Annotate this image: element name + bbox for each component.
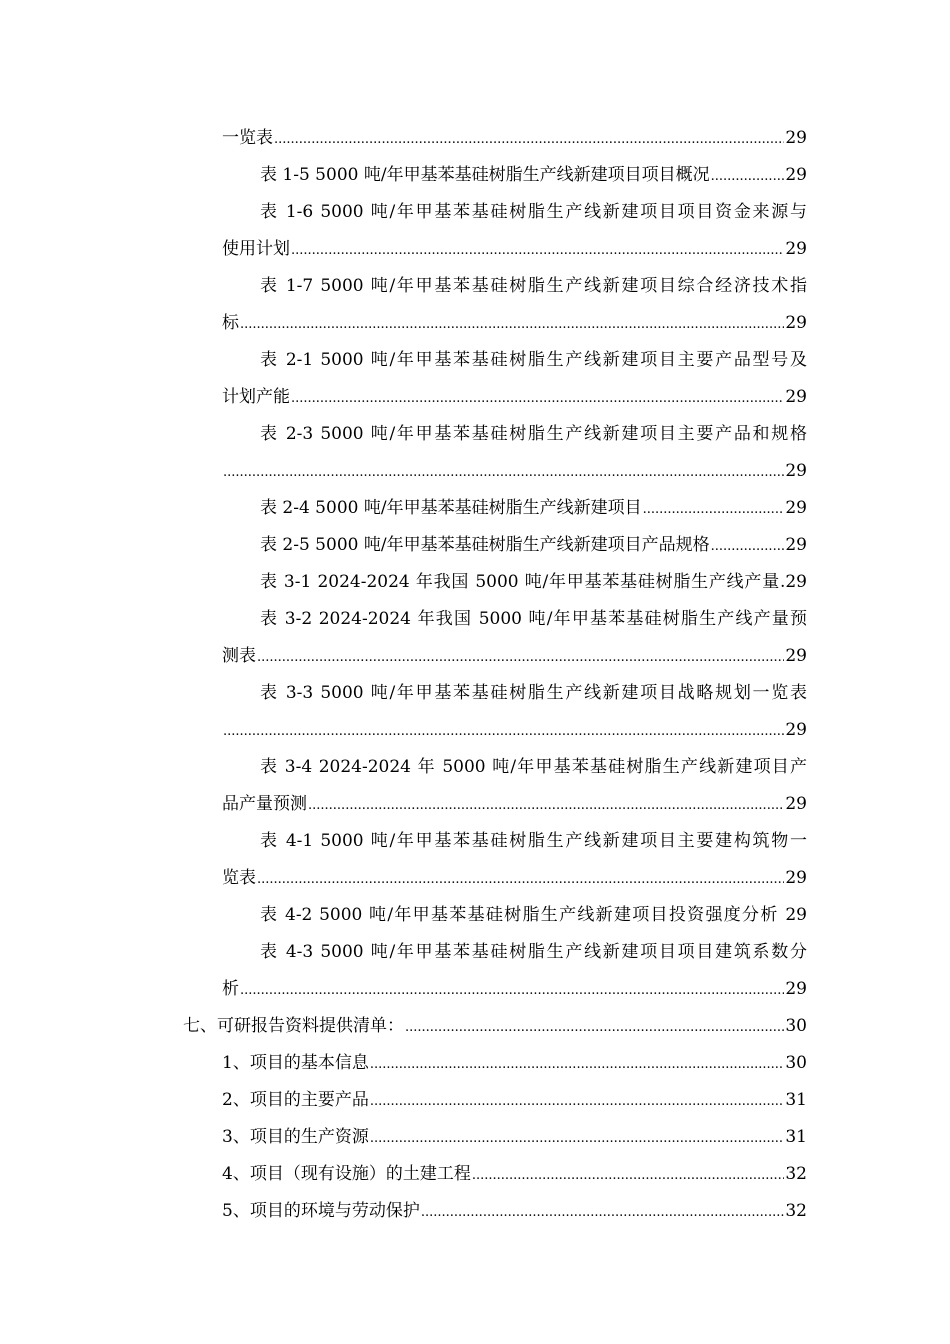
toc-line: [0, 786, 950, 823]
dot-leader: [643, 491, 785, 528]
toc-page-number: 29: [785, 165, 807, 185]
toc-entry-text: 表 1-7 5000 吨/年甲基苯基硅树脂生产线新建项目综合经济技术指: [260, 276, 807, 296]
toc-page-number: 29: [785, 720, 807, 740]
toc-page-number: 29: [785, 646, 807, 666]
toc-entry-text: 七、可研报告资料提供清单：: [183, 1016, 404, 1036]
toc-entry-text: 表 3-4 2024-2024 年 5000 吨/年甲基苯基硅树脂生产线新建项目产: [260, 757, 807, 777]
toc-page-number: 29: [785, 498, 807, 518]
toc-page-number: 29: [785, 313, 807, 333]
toc-page-number: 29: [785, 128, 807, 148]
toc-page-number: 29: [785, 461, 807, 481]
toc-entry: [222, 1193, 807, 1231]
toc-line: [0, 527, 950, 564]
toc-line: [0, 712, 950, 749]
toc-line: [0, 490, 950, 527]
dot-leader: [274, 121, 784, 158]
toc-entry: [260, 490, 807, 528]
dot-leader: [472, 1157, 785, 1194]
toc-entry-text: 表 3-2 2024-2024 年我国 5000 吨/年甲基苯基硅树脂生产线产量预: [260, 609, 807, 629]
toc-entry-text: 表 2-1 5000 吨/年甲基苯基硅树脂生产线新建项目主要产品型号及: [260, 350, 807, 370]
toc-entry: [222, 305, 807, 343]
toc-line: [0, 453, 950, 490]
table-of-contents: [0, 120, 950, 1230]
toc-line: [0, 268, 950, 305]
toc-page-number: 32: [785, 1201, 807, 1221]
toc-page-number: 29: [785, 794, 807, 814]
toc-entry-text: 表 2-5 5000 吨/年甲基苯基硅树脂生产线新建项目产品规格: [260, 535, 710, 555]
toc-entry: [222, 1082, 807, 1120]
toc-entry-text: 表 2-3 5000 吨/年甲基苯基硅树脂生产线新建项目主要产品和规格: [260, 424, 807, 444]
toc-page-number: 31: [785, 1127, 807, 1147]
dot-leader: [257, 861, 784, 898]
toc-page-number: 29: [785, 239, 807, 259]
toc-entry-text: 1、项目的基本信息: [222, 1053, 369, 1073]
toc-entry: [222, 1045, 807, 1083]
toc-entry: [222, 453, 807, 491]
dot-leader: [370, 1120, 785, 1157]
toc-entry-text: 4、项目（现有设施）的土建工程: [222, 1164, 471, 1184]
toc-entry-text: 表 2-4 5000 吨/年甲基苯基硅树脂生产线新建项目: [260, 498, 642, 518]
toc-entry: [222, 231, 807, 269]
toc-line: [0, 823, 950, 860]
toc-entry: [222, 712, 807, 750]
toc-entry: [222, 120, 807, 158]
toc-entry-text: 3、项目的生产资源: [222, 1127, 369, 1147]
dot-leader: [370, 1083, 785, 1120]
toc-page-number: 31: [785, 1090, 807, 1110]
toc-entry: [222, 1156, 807, 1194]
toc-entry-text: 表 4-2 5000 吨/年甲基苯基硅树脂生产线新建项目投资强度分析 29: [260, 905, 807, 925]
dot-leader: [223, 713, 784, 750]
dot-leader: [370, 1046, 785, 1083]
toc-line: [0, 231, 950, 268]
toc-line: [0, 601, 950, 638]
toc-page-number: 32: [785, 1164, 807, 1184]
toc-entry-text: 览表: [222, 868, 256, 888]
dot-leader: [711, 158, 785, 195]
toc-page-number: 30: [785, 1053, 807, 1073]
toc-entry-text: 5、项目的环境与劳动保护: [222, 1201, 420, 1221]
toc-page-number: 29: [785, 535, 807, 555]
toc-line: [0, 675, 950, 712]
toc-line: [0, 934, 950, 971]
toc-line: [0, 897, 950, 934]
toc-entry: [222, 971, 807, 1009]
toc-line: [0, 157, 950, 194]
toc-entry: [260, 527, 807, 565]
toc-page-number: 29: [785, 868, 807, 888]
dot-leader: [421, 1194, 785, 1231]
toc-entry-text: 品产量预测: [222, 794, 307, 814]
dot-leader: [308, 787, 784, 824]
toc-line: [0, 1082, 950, 1119]
toc-entry-text: 析: [222, 979, 239, 999]
toc-line: [0, 342, 950, 379]
toc-line: [0, 416, 950, 453]
toc-entry-text: 表 1-5 5000 吨/年甲基苯基硅树脂生产线新建项目项目概况: [260, 165, 710, 185]
toc-line: [0, 638, 950, 675]
toc-line: [0, 749, 950, 786]
toc-line: [0, 379, 950, 416]
toc-line: [0, 1156, 950, 1193]
toc-entry: [222, 786, 807, 824]
toc-line: [0, 971, 950, 1008]
dot-leader: [223, 454, 784, 491]
toc-entry-text: 一览表: [222, 128, 273, 148]
toc-entry-text: 计划产能: [222, 387, 290, 407]
toc-page-number: 29: [785, 979, 807, 999]
toc-line: [0, 305, 950, 342]
toc-entry: [260, 157, 807, 195]
dot-leader: [291, 232, 784, 269]
dot-leader: [257, 639, 784, 676]
dot-leader: [240, 972, 784, 1009]
toc-entry-text: 测表: [222, 646, 256, 666]
toc-line: [0, 1008, 950, 1045]
toc-line: [0, 860, 950, 897]
toc-entry-text: 使用计划: [222, 239, 290, 259]
toc-line: [0, 1119, 950, 1156]
toc-line: [0, 564, 950, 601]
toc-entry-text: 表 3-1 2024-2024 年我国 5000 吨/年甲基苯基硅树脂生产线产量.29: [260, 572, 807, 592]
toc-line: [0, 194, 950, 231]
toc-entry: [183, 1008, 807, 1046]
toc-entry: [222, 860, 807, 898]
toc-entry: [222, 638, 807, 676]
toc-entry-text: 表 4-3 5000 吨/年甲基苯基硅树脂生产线新建项目项目建筑系数分: [260, 942, 807, 962]
dot-leader: [405, 1009, 784, 1046]
toc-entry: [222, 1119, 807, 1157]
toc-page-number: 29: [785, 387, 807, 407]
dot-leader: [291, 380, 784, 417]
dot-leader: [711, 528, 785, 565]
toc-line: [0, 120, 950, 157]
toc-page-number: 30: [785, 1016, 807, 1036]
toc-entry-text: 表 3-3 5000 吨/年甲基苯基硅树脂生产线新建项目战略规划一览表: [260, 683, 807, 703]
toc-entry: [222, 379, 807, 417]
toc-entry-text: 标: [222, 313, 239, 333]
toc-line: [0, 1045, 950, 1082]
toc-entry-text: 2、项目的主要产品: [222, 1090, 369, 1110]
toc-entry-text: 表 1-6 5000 吨/年甲基苯基硅树脂生产线新建项目项目资金来源与: [260, 202, 807, 222]
toc-entry-text: 表 4-1 5000 吨/年甲基苯基硅树脂生产线新建项目主要建构筑物一: [260, 831, 807, 851]
dot-leader: [240, 306, 784, 343]
toc-line: [0, 1193, 950, 1230]
